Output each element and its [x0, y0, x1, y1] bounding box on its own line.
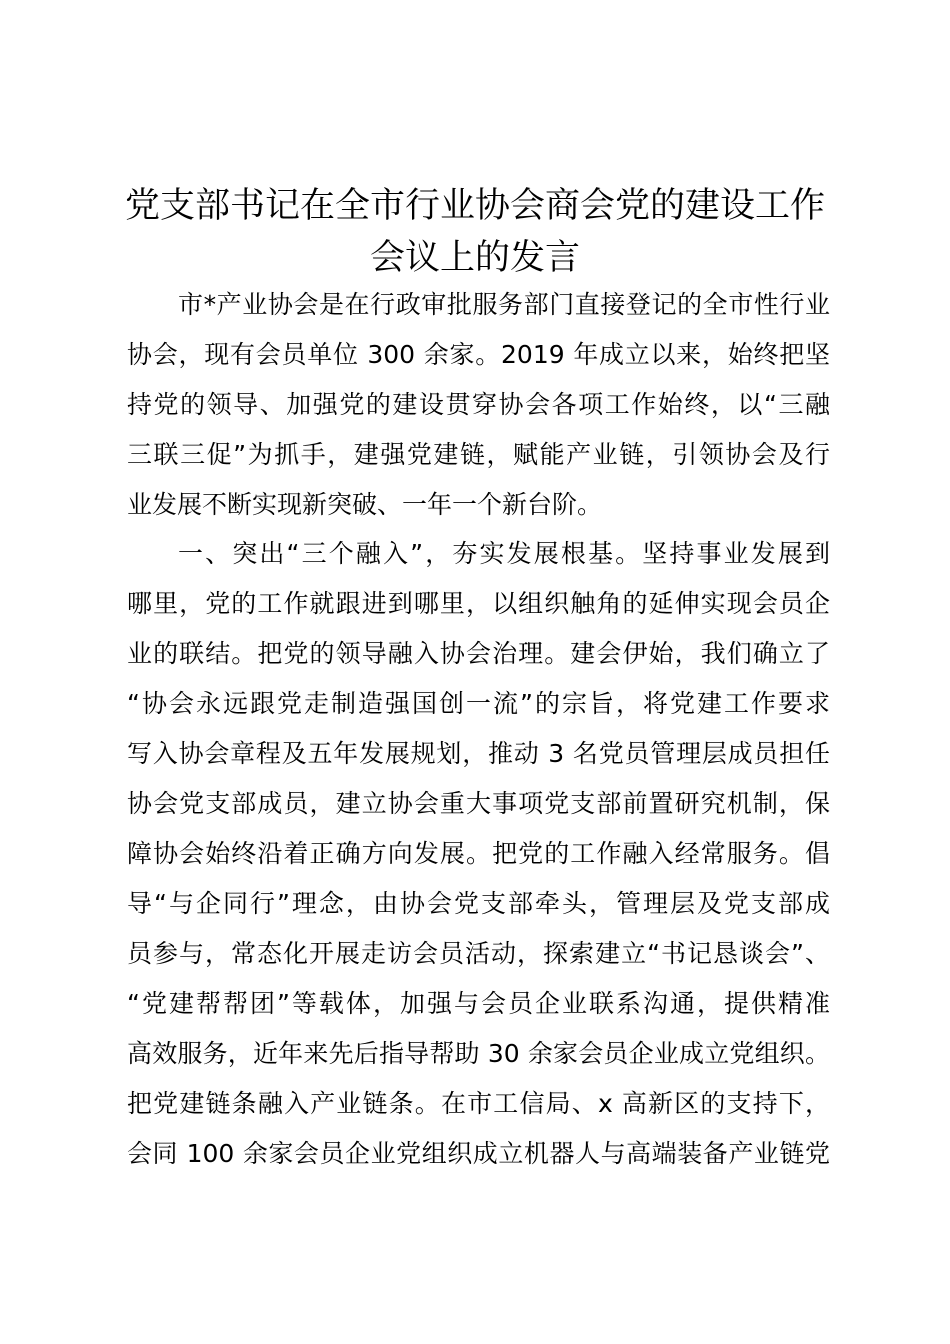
paragraph-2-line-11: 高效服务，近年来先后指导帮助 30 余家会员企业成立党组织。	[127, 1039, 830, 1068]
paragraph-2-line-3: 业的联结。把党的领导融入协会治理。建会伊始，我们确立了	[127, 639, 830, 668]
paragraph-2-line-13: 会同 100 余家会员企业党组织成立机器人与高端装备产业链党	[127, 1139, 830, 1168]
paragraph-2-line-7: 障协会始终沿着正确方向发展。把党的工作融入经常服务。倡	[127, 839, 830, 868]
paragraph-2-line-5: 写入协会章程及五年发展规划，推动 3 名党员管理层成员担任	[127, 739, 830, 768]
document-title-line-1: 党支部书记在全市行业协会商会党的建设工作	[124, 186, 825, 226]
paragraph-2-line-12: 把党建链条融入产业链条。在市工信局、x 高新区的支持下，	[127, 1089, 830, 1118]
paragraph-2-line-2: 哪里，党的工作就跟进到哪里，以组织触角的延伸实现会员企	[127, 589, 830, 618]
paragraph-1-line-1: 市*产业协会是在行政审批服务部门直接登记的全市性行业	[178, 290, 830, 319]
paragraph-2-line-4: “协会永远跟党走制造强国创一流”的宗旨，将党建工作要求	[127, 689, 830, 718]
document-title-line-2: 会议上的发言	[369, 238, 580, 278]
paragraph-1-line-2: 协会，现有会员单位 300 余家。2019 年成立以来，始终把坚	[127, 340, 830, 369]
paragraph-1-line-3: 持党的领导、加强党的建设贯穿协会各项工作始终，以“三融	[127, 390, 830, 419]
paragraph-1-line-5: 业发展不断实现新突破、一年一个新台阶。	[127, 490, 603, 519]
paragraph-2-line-8: 导“与企同行”理念，由协会党支部牵头，管理层及党支部成	[127, 889, 830, 918]
paragraph-2-line-10: “党建帮帮团”等载体，加强与会员企业联系沟通，提供精准	[127, 989, 830, 1018]
paragraph-2-line-9: 员参与，常态化开展走访会员活动，探索建立“书记恳谈会”、	[127, 939, 830, 968]
paragraph-2-line-6: 协会党支部成员，建立协会重大事项党支部前置研究机制，保	[127, 789, 830, 818]
paragraph-1-line-4: 三联三促”为抓手，建强党建链，赋能产业链，引领协会及行	[127, 440, 830, 469]
paragraph-2-line-1: 一、突出“三个融入”，夯实发展根基。坚持事业发展到	[178, 539, 830, 568]
